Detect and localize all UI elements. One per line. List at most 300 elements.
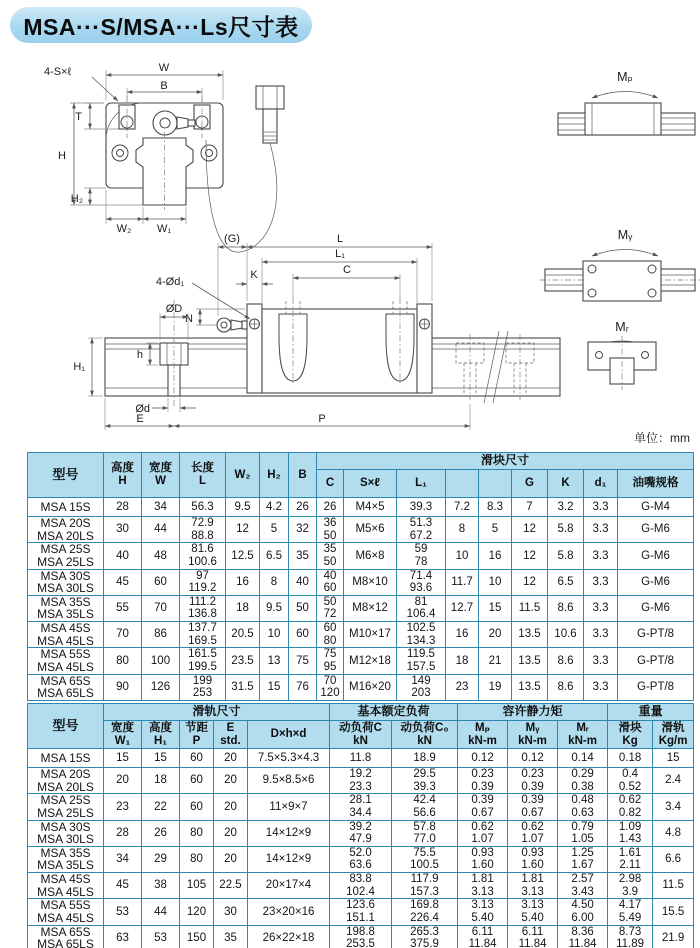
model-cell: MSA 30S MSA 30LS bbox=[28, 820, 104, 846]
table-cell: 34 bbox=[142, 498, 180, 517]
model-cell: MSA 20S MSA 20LS bbox=[28, 768, 104, 794]
table-cell: 38 bbox=[142, 873, 180, 899]
table-cell: 6.11 11.84 bbox=[458, 925, 508, 948]
table-cell: 71.4 93.6 bbox=[397, 569, 446, 595]
page-title bbox=[10, 7, 312, 43]
table-cell: 83.8 102.4 bbox=[330, 873, 392, 899]
table-cell: 102.5 134.3 bbox=[397, 622, 446, 648]
table-cell: 57.8 77.0 bbox=[392, 820, 458, 846]
dim-label-l1: L₁ bbox=[335, 248, 345, 260]
table-cell: G-PT/8 bbox=[618, 648, 694, 674]
table-cell: 21 bbox=[479, 648, 512, 674]
model-cell: MSA 35S MSA 35LS bbox=[28, 846, 104, 872]
table-row bbox=[28, 925, 694, 948]
table-cell: 0.4 0.52 bbox=[608, 768, 653, 794]
table-cell: 8.6 bbox=[548, 648, 584, 674]
table-row bbox=[28, 569, 694, 595]
table-cell: 39.2 47.9 bbox=[330, 820, 392, 846]
table-cell: 20.5 bbox=[226, 622, 260, 648]
table-cell: 7.5×5.3×4.3 bbox=[248, 749, 330, 768]
table-cell: 12 bbox=[512, 543, 548, 569]
model-cell: MSA 55S MSA 45LS bbox=[28, 648, 104, 674]
dim-label-od-small: Ød bbox=[135, 403, 150, 415]
table-cell: 60 bbox=[142, 569, 180, 595]
table-cell: 1.25 1.67 bbox=[558, 846, 608, 872]
table-cell: 23 bbox=[104, 794, 142, 820]
table-cell: 3.3 bbox=[584, 674, 618, 700]
dim-label-t: T bbox=[75, 111, 82, 123]
table-cell: 76 bbox=[289, 674, 317, 700]
table-cell: 60 80 bbox=[317, 622, 344, 648]
model-cell: MSA 55S MSA 45LS bbox=[28, 899, 104, 925]
dim-label-p: P bbox=[318, 413, 326, 425]
model-column-header: 型号 bbox=[28, 453, 104, 498]
table-cell: 0.93 1.60 bbox=[508, 846, 558, 872]
table-cell: 0.23 0.39 bbox=[508, 768, 558, 794]
table-cell: 30 bbox=[214, 899, 248, 925]
dim-label-od-big: ØD bbox=[165, 303, 183, 315]
table-cell: 20×17×4 bbox=[248, 873, 330, 899]
table-cell: 42.4 56.6 bbox=[392, 794, 458, 820]
table-cell: 0.39 0.67 bbox=[508, 794, 558, 820]
column-header: Mᵧ kN-m bbox=[508, 721, 558, 749]
table-cell: 105 bbox=[180, 873, 214, 899]
table-cell: 10 bbox=[260, 622, 289, 648]
column-header: D×h×d bbox=[248, 721, 330, 749]
table-row bbox=[28, 674, 694, 700]
column-header: H₂ bbox=[260, 453, 289, 498]
table-cell: 4.17 5.49 bbox=[608, 899, 653, 925]
table-row bbox=[28, 498, 694, 517]
table-cell: M8×12 bbox=[344, 595, 397, 621]
table-cell: 198.8 253.5 bbox=[330, 925, 392, 948]
table-cell: 18 bbox=[226, 595, 260, 621]
group-header: 重量 bbox=[608, 704, 694, 721]
table-cell: 0.29 0.38 bbox=[558, 768, 608, 794]
table-cell: 11.7 bbox=[446, 569, 479, 595]
table-row bbox=[28, 768, 694, 794]
table-cell: 75.5 100.5 bbox=[392, 846, 458, 872]
table-cell: 3.3 bbox=[584, 648, 618, 674]
column-header: 长度 L bbox=[180, 453, 226, 498]
model-cell: MSA 15S bbox=[28, 498, 104, 517]
table-cell: 19.2 23.3 bbox=[330, 768, 392, 794]
table-cell: 80 bbox=[180, 820, 214, 846]
table-cell: 45 bbox=[104, 873, 142, 899]
dim-label-g: (G) bbox=[224, 233, 240, 245]
table-cell: 120 bbox=[180, 899, 214, 925]
table-cell: 199 253 bbox=[180, 674, 226, 700]
table-cell: G-PT/8 bbox=[618, 622, 694, 648]
column-header: 节距 P bbox=[180, 721, 214, 749]
table-cell: 26 bbox=[142, 820, 180, 846]
column-header: B bbox=[289, 453, 317, 498]
column-header: 动负荷C kN bbox=[330, 721, 392, 749]
table-cell: 26 bbox=[289, 498, 317, 517]
table-cell: 0.62 1.07 bbox=[508, 820, 558, 846]
table-cell: 6.5 bbox=[260, 543, 289, 569]
dim-label-k: K bbox=[250, 269, 258, 281]
table-cell: 13.5 bbox=[512, 648, 548, 674]
table-cell: 2.4 bbox=[653, 768, 694, 794]
column-header: 滑块 Kg bbox=[608, 721, 653, 749]
table-cell: 40 bbox=[104, 543, 142, 569]
table-cell: 5 bbox=[479, 517, 512, 543]
dim-label-bolt-spec: 4-S×ℓ bbox=[44, 66, 72, 78]
table-cell: 45 bbox=[104, 569, 142, 595]
table-cell: 169.8 226.4 bbox=[392, 899, 458, 925]
dim-label-w1: W₁ bbox=[156, 223, 172, 235]
table-cell: 3.3 bbox=[584, 569, 618, 595]
table-cell: 63 bbox=[104, 925, 142, 948]
table-cell: 19 bbox=[479, 674, 512, 700]
table-cell: 22.5 bbox=[214, 873, 248, 899]
table-row bbox=[28, 873, 694, 899]
dim-label-w: W bbox=[158, 62, 170, 74]
table-cell: 15.5 bbox=[653, 899, 694, 925]
table-cell: 35 bbox=[289, 543, 317, 569]
table-cell: 75 bbox=[289, 648, 317, 674]
table-cell: 20 bbox=[214, 846, 248, 872]
table-cell: 0.12 bbox=[458, 749, 508, 768]
table-cell: 3.3 bbox=[584, 622, 618, 648]
table-cell: 20 bbox=[214, 820, 248, 846]
table-cell: 20 bbox=[214, 749, 248, 768]
table-cell: 3.2 bbox=[548, 498, 584, 517]
model-cell: MSA 35S MSA 35LS bbox=[28, 595, 104, 621]
table-cell: 1.81 3.13 bbox=[508, 873, 558, 899]
table-cell: 81 106.4 bbox=[397, 595, 446, 621]
header-group-row bbox=[28, 704, 694, 721]
model-cell: MSA 45S MSA 45LS bbox=[28, 622, 104, 648]
model-column-header: 型号 bbox=[28, 704, 104, 749]
table-cell: 20 bbox=[479, 622, 512, 648]
table-cell: 70 bbox=[142, 595, 180, 621]
model-cell: MSA 25S MSA 25LS bbox=[28, 794, 104, 820]
table-cell: 6.11 11.84 bbox=[508, 925, 558, 948]
table-cell: G-M6 bbox=[618, 517, 694, 543]
table-cell: 137.7 169.5 bbox=[180, 622, 226, 648]
table-cell: 2.98 3.9 bbox=[608, 873, 653, 899]
header-group-row bbox=[28, 453, 694, 470]
model-cell: MSA 45S MSA 45LS bbox=[28, 873, 104, 899]
table-cell: 53 bbox=[104, 899, 142, 925]
table-cell: 11.5 bbox=[512, 595, 548, 621]
table-cell: 8 bbox=[260, 569, 289, 595]
model-cell: MSA 65S MSA 65LS bbox=[28, 674, 104, 700]
column-header: 宽度 W bbox=[142, 453, 180, 498]
group-header: 滑块尺寸 bbox=[317, 453, 694, 470]
dim-label-hole-spec: 4-Ød₁ bbox=[155, 276, 185, 288]
table-cell: 80 bbox=[104, 648, 142, 674]
table-cell: 8.3 bbox=[479, 498, 512, 517]
table-cell: 72.9 88.8 bbox=[180, 517, 226, 543]
grease-nipple-side bbox=[217, 318, 247, 332]
table-cell: 15 bbox=[104, 749, 142, 768]
table-cell: 9.5 bbox=[226, 498, 260, 517]
table-row bbox=[28, 648, 694, 674]
column-header: S×ℓ bbox=[344, 470, 397, 498]
table-cell: 5 bbox=[260, 517, 289, 543]
table-cell: 18 bbox=[446, 648, 479, 674]
model-cell: MSA 30S MSA 30LS bbox=[28, 569, 104, 595]
column-header bbox=[479, 470, 512, 498]
table-cell: 20 bbox=[104, 768, 142, 794]
dim-label-h2: H₂ bbox=[70, 193, 83, 205]
column-header: L₁ bbox=[397, 470, 446, 498]
dim-label-e: E bbox=[136, 413, 144, 425]
column-header: E std. bbox=[214, 721, 248, 749]
column-header: G bbox=[512, 470, 548, 498]
table-cell: 36 50 bbox=[317, 517, 344, 543]
table-cell: 60 bbox=[289, 622, 317, 648]
table-cell: 150 bbox=[180, 925, 214, 948]
table-cell: 10 bbox=[446, 543, 479, 569]
table-cell: 123.6 151.1 bbox=[330, 899, 392, 925]
page-title-text: MSA···S/MSA···Ls尺寸表 bbox=[23, 13, 299, 40]
table-cell: 119.5 157.5 bbox=[397, 648, 446, 674]
column-header: d₁ bbox=[584, 470, 618, 498]
table-cell: 35 bbox=[214, 925, 248, 948]
table-cell: M16×20 bbox=[344, 674, 397, 700]
table-cell: 80 bbox=[180, 846, 214, 872]
table-cell: 0.93 1.60 bbox=[458, 846, 508, 872]
table-cell: 70 120 bbox=[317, 674, 344, 700]
dim-label-h-small: h bbox=[136, 349, 143, 361]
dim-label-w2: W₂ bbox=[116, 223, 132, 235]
table-cell: 15 bbox=[479, 595, 512, 621]
table-cell: 8 bbox=[446, 517, 479, 543]
table-cell: 117.9 157.3 bbox=[392, 873, 458, 899]
table-cell: 4.50 6.00 bbox=[558, 899, 608, 925]
table-cell: 3.3 bbox=[584, 595, 618, 621]
table-cell: 161.5 199.5 bbox=[180, 648, 226, 674]
table-cell: 29 bbox=[142, 846, 180, 872]
table-cell: 0.48 0.63 bbox=[558, 794, 608, 820]
table-cell: 53 bbox=[142, 925, 180, 948]
column-header: 高度 H bbox=[104, 453, 142, 498]
table-cell: 50 72 bbox=[317, 595, 344, 621]
table-cell: 22 bbox=[142, 794, 180, 820]
table-cell: 0.14 bbox=[558, 749, 608, 768]
table-cell: 35 50 bbox=[317, 543, 344, 569]
table-cell: 7 bbox=[512, 498, 548, 517]
table-cell: 13 bbox=[260, 648, 289, 674]
rail-dimensions-table bbox=[27, 703, 694, 948]
table-cell: 3.13 5.40 bbox=[458, 899, 508, 925]
table-cell: 18 bbox=[142, 768, 180, 794]
table-cell: 1.81 3.13 bbox=[458, 873, 508, 899]
group-header: 滑轨尺寸 bbox=[104, 704, 330, 721]
table-row bbox=[28, 794, 694, 820]
table-cell: 81.6 100.6 bbox=[180, 543, 226, 569]
table-cell: 1.61 2.11 bbox=[608, 846, 653, 872]
column-header: 高度 H₁ bbox=[142, 721, 180, 749]
table-cell: 44 bbox=[142, 899, 180, 925]
table-cell: 32 bbox=[289, 517, 317, 543]
side-view bbox=[73, 233, 560, 430]
table-cell: 23.5 bbox=[226, 648, 260, 674]
model-cell: MSA 20S MSA 20LS bbox=[28, 517, 104, 543]
table-cell: 15 bbox=[260, 674, 289, 700]
table-cell: 60 bbox=[180, 768, 214, 794]
table-cell: 28 bbox=[104, 498, 142, 517]
table-cell: 40 bbox=[289, 569, 317, 595]
group-header: 容许静力矩 bbox=[458, 704, 608, 721]
header-sub-row bbox=[28, 721, 694, 749]
table-cell: M6×8 bbox=[344, 543, 397, 569]
table-cell: 3.3 bbox=[584, 517, 618, 543]
column-header: 油嘴规格 bbox=[618, 470, 694, 498]
table-cell: 40 60 bbox=[317, 569, 344, 595]
table-cell: 15 bbox=[142, 749, 180, 768]
table-cell: 23 bbox=[446, 674, 479, 700]
unit-label: 单位：mm bbox=[634, 431, 690, 445]
table-cell: 3.13 5.40 bbox=[508, 899, 558, 925]
table-cell: 59 78 bbox=[397, 543, 446, 569]
table-cell: 7.2 bbox=[446, 498, 479, 517]
table-cell: 20 bbox=[214, 794, 248, 820]
table-cell: 86 bbox=[142, 622, 180, 648]
moment-diagram-mr bbox=[588, 320, 656, 390]
table-cell: 6.6 bbox=[653, 846, 694, 872]
moment-label-my: Mᵧ bbox=[617, 228, 633, 242]
slider-dimensions-table bbox=[27, 452, 694, 701]
table-cell: 5.8 bbox=[548, 517, 584, 543]
table-cell: M5×6 bbox=[344, 517, 397, 543]
table-cell: 9.5×8.5×6 bbox=[248, 768, 330, 794]
table-cell: 11.8 bbox=[330, 749, 392, 768]
table-cell: 1.09 1.43 bbox=[608, 820, 653, 846]
table-cell: M8×10 bbox=[344, 569, 397, 595]
table-cell: 55 bbox=[104, 595, 142, 621]
dim-label-h: H bbox=[58, 150, 66, 162]
table-cell: 51.3 67.2 bbox=[397, 517, 446, 543]
table-cell: 70 bbox=[104, 622, 142, 648]
model-cell: MSA 15S bbox=[28, 749, 104, 768]
table-cell: 12 bbox=[512, 517, 548, 543]
table-cell: 11×9×7 bbox=[248, 794, 330, 820]
table-cell: 16 bbox=[446, 622, 479, 648]
table-cell: 0.62 1.07 bbox=[458, 820, 508, 846]
table-cell: 28 bbox=[104, 820, 142, 846]
table-cell: 39.3 bbox=[397, 498, 446, 517]
table-cell: 10.6 bbox=[548, 622, 584, 648]
table-cell: 11.5 bbox=[653, 873, 694, 899]
table-cell: 8.36 11.84 bbox=[558, 925, 608, 948]
table-cell: 52.0 63.6 bbox=[330, 846, 392, 872]
table-cell: 0.12 bbox=[508, 749, 558, 768]
table-cell: 10 bbox=[479, 569, 512, 595]
table-row bbox=[28, 899, 694, 925]
table-cell: 16 bbox=[479, 543, 512, 569]
table-cell: 8.73 11.89 bbox=[608, 925, 653, 948]
table-cell: 60 bbox=[180, 749, 214, 768]
table-cell: 20 bbox=[214, 768, 248, 794]
table-cell: 44 bbox=[142, 517, 180, 543]
table-cell: 0.23 0.39 bbox=[458, 768, 508, 794]
table-cell: G-PT/8 bbox=[618, 674, 694, 700]
table-cell: 34 bbox=[104, 846, 142, 872]
table-cell: M10×17 bbox=[344, 622, 397, 648]
table-cell: 23×20×16 bbox=[248, 899, 330, 925]
moment-diagram-my bbox=[540, 228, 700, 301]
table-cell: G-M4 bbox=[618, 498, 694, 517]
moment-label-mr: Mᵣ bbox=[615, 320, 629, 334]
table-cell: 9.5 bbox=[260, 595, 289, 621]
table-cell: 0.62 0.82 bbox=[608, 794, 653, 820]
technical-drawing bbox=[0, 48, 700, 448]
table-cell: 2.57 3.43 bbox=[558, 873, 608, 899]
column-header: Mᵣ kN-m bbox=[558, 721, 608, 749]
table-cell: 26 bbox=[317, 498, 344, 517]
dim-label-n: N bbox=[185, 313, 193, 325]
table-cell: 30 bbox=[104, 517, 142, 543]
table-cell: 14×12×9 bbox=[248, 820, 330, 846]
column-header: 宽度 W₁ bbox=[104, 721, 142, 749]
column-header bbox=[446, 470, 479, 498]
table-cell: 12 bbox=[226, 517, 260, 543]
column-header: 动负荷C₀ kN bbox=[392, 721, 458, 749]
table-cell: 0.39 0.67 bbox=[458, 794, 508, 820]
table-cell: 4.2 bbox=[260, 498, 289, 517]
table-cell: M4×5 bbox=[344, 498, 397, 517]
table-cell: 90 bbox=[104, 674, 142, 700]
column-header: Mₚ kN-m bbox=[458, 721, 508, 749]
table-cell: 12 bbox=[512, 569, 548, 595]
table-row bbox=[28, 820, 694, 846]
table-cell: G-M6 bbox=[618, 569, 694, 595]
table-cell: 126 bbox=[142, 674, 180, 700]
table-cell: 3.3 bbox=[584, 498, 618, 517]
table-cell: 29.5 39.3 bbox=[392, 768, 458, 794]
table-cell: G-M6 bbox=[618, 543, 694, 569]
table-cell: 31.5 bbox=[226, 674, 260, 700]
table-cell: 111.2 136.8 bbox=[180, 595, 226, 621]
column-header: C bbox=[317, 470, 344, 498]
table-cell: 50 bbox=[289, 595, 317, 621]
dim-label-h1: H₁ bbox=[73, 361, 85, 373]
table-cell: 97 119.2 bbox=[180, 569, 226, 595]
table-cell: 21.9 bbox=[653, 925, 694, 948]
technical-drawing-svg bbox=[0, 48, 700, 448]
front-view bbox=[44, 62, 284, 252]
table-cell: 13.5 bbox=[512, 674, 548, 700]
dim-label-l: L bbox=[336, 233, 344, 245]
table-cell: 75 95 bbox=[317, 648, 344, 674]
table-cell: 5.8 bbox=[548, 543, 584, 569]
table-cell: 48 bbox=[142, 543, 180, 569]
table-cell: 12.7 bbox=[446, 595, 479, 621]
column-header: W₂ bbox=[226, 453, 260, 498]
table-cell: 3.4 bbox=[653, 794, 694, 820]
table-cell: 3.3 bbox=[584, 543, 618, 569]
table-row bbox=[28, 595, 694, 621]
table-cell: 16 bbox=[226, 569, 260, 595]
table-cell: 26×22×18 bbox=[248, 925, 330, 948]
table-cell: 60 bbox=[180, 794, 214, 820]
table-cell: 149 203 bbox=[397, 674, 446, 700]
table-cell: 100 bbox=[142, 648, 180, 674]
table-row bbox=[28, 749, 694, 768]
moment-label-mp: Mₚ bbox=[617, 70, 633, 84]
table-cell: 265.3 375.9 bbox=[392, 925, 458, 948]
dim-label-b: B bbox=[160, 80, 168, 92]
table-cell: 6.5 bbox=[548, 569, 584, 595]
table-cell: 56.3 bbox=[180, 498, 226, 517]
table-cell: 12.5 bbox=[226, 543, 260, 569]
table-cell: 15 bbox=[653, 749, 694, 768]
